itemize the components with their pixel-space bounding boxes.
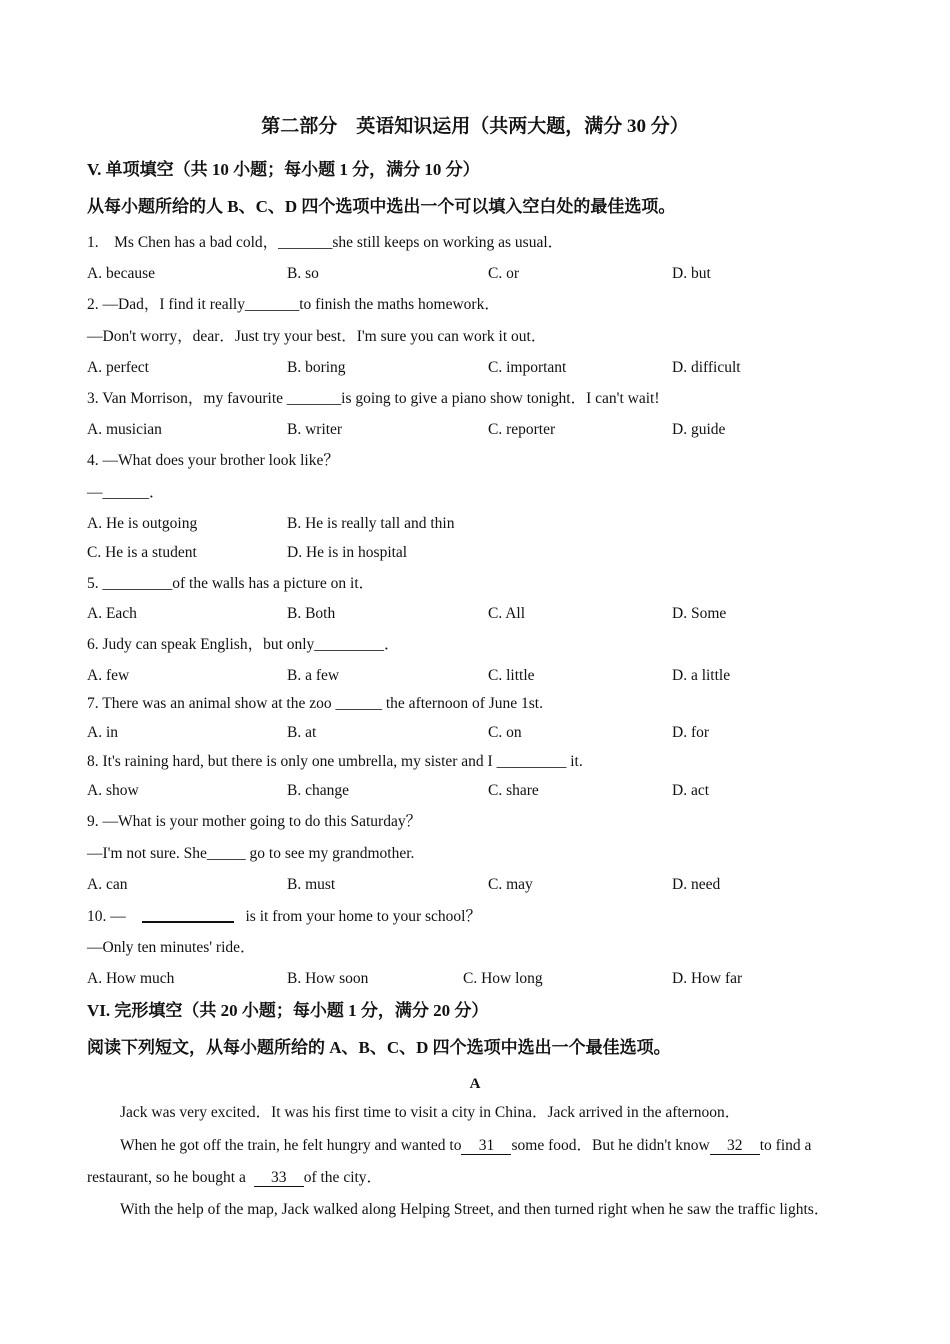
q4-option-a: A. He is outgoing: [87, 515, 198, 532]
section-v-heading: V. 单项填空（共 10 小题；每小题 1 分，满分 10 分）: [87, 160, 480, 179]
q7-option-d: D. for: [672, 724, 710, 741]
question-2-reply: —Don't worry，dear．Just try your best．I'm sure you can work it out．: [87, 328, 547, 345]
cloze-blank-33: 33: [254, 1170, 304, 1187]
q3-option-b: B. writer: [287, 421, 343, 438]
section-vi-instruction: 阅读下列短文，从每小题所给的 A、B、C、D 四个选项中选出一个最佳选项。: [87, 1038, 671, 1057]
q2-option-d: D. difficult: [672, 359, 741, 376]
question-10-reply: —Only ten minutes' ride．: [87, 939, 256, 956]
passage-label: A: [469, 1076, 481, 1092]
q9-option-a: A. can: [87, 876, 128, 893]
passage-paragraph-2-cont: [87, 1168, 382, 1188]
question-9-stem: 9. —What is your mother going to do this Saturday？: [87, 813, 422, 830]
q1-option-d: D. but: [672, 265, 711, 282]
q6-option-c: C. little: [488, 667, 535, 684]
q7-option-c: C. on: [488, 724, 522, 741]
passage-paragraph-1: Jack was very excited．It was his first time to visit a city in China．Jack arrived in the afternoon．: [120, 1104, 741, 1121]
q10-option-d: D. How far: [672, 970, 743, 987]
question-6-stem: 6. Judy can speak English，but only_________．: [87, 636, 400, 653]
q4-option-c: C. He is a student: [87, 544, 197, 561]
q10-option-c: C. How long: [463, 970, 543, 987]
question-4-stem: 4. —What does your brother look like？: [87, 452, 339, 469]
question-9-reply: —I'm not sure. She_____ go to see my grandmother.: [87, 845, 415, 862]
question-4-reply: —______．: [87, 484, 165, 501]
q9-option-c: C. may: [488, 876, 533, 893]
question-3-stem: 3. Van Morrison，my favourite _______is going to give a piano show tonight．I can't wait!: [87, 390, 660, 407]
question-10-suffix: is it from your home to your school？: [245, 908, 481, 925]
q7-option-b: B. at: [287, 724, 317, 741]
q6-option-a: A. few: [87, 667, 130, 684]
q3-option-a: A. musician: [87, 421, 162, 438]
q5-option-b: B. Both: [287, 605, 336, 622]
question-10-stem: [87, 906, 481, 927]
cloze-blank-31: 31: [461, 1138, 511, 1155]
paragraph-text: restaurant, so he bought a: [87, 1169, 250, 1186]
passage-paragraph-2: [120, 1136, 811, 1156]
question-2-stem: 2. —Dad，I find it really_______to finish the maths homework．: [87, 296, 500, 313]
q2-option-c: C. important: [488, 359, 567, 376]
q1-option-c: C. or: [488, 265, 519, 282]
q8-option-d: D. act: [672, 782, 710, 799]
q7-option-a: A. in: [87, 724, 118, 741]
section-vi-heading: VI. 完形填空（共 20 小题；每小题 1 分，满分 20 分）: [87, 1001, 489, 1020]
q5-option-a: A. Each: [87, 605, 137, 622]
q8-option-b: B. change: [287, 782, 349, 799]
q2-option-a: A. perfect: [87, 359, 149, 376]
paragraph-text: of the city．: [303, 1169, 383, 1186]
q4-option-b: B. He is really tall and thin: [287, 515, 455, 532]
q4-option-d: D. He is in hospital: [287, 544, 408, 561]
q6-option-b: B. a few: [287, 667, 340, 684]
q8-option-c: C. share: [488, 782, 539, 799]
answer-blank: [142, 906, 234, 923]
q2-option-b: B. boring: [287, 359, 346, 376]
question-10-prefix: 10. —: [87, 908, 126, 925]
q3-option-c: C. reporter: [488, 421, 556, 438]
q5-option-d: D. Some: [672, 605, 727, 622]
passage-paragraph-3: With the help of the map, Jack walked along Helping Street, and then turned right when he saw the traffic lights．: [120, 1201, 830, 1218]
paragraph-text: to find a: [759, 1137, 812, 1154]
q9-option-d: D. need: [672, 876, 721, 893]
q9-option-b: B. must: [287, 876, 336, 893]
q10-option-b: B. How soon: [287, 970, 369, 987]
q6-option-d: D. a little: [672, 667, 731, 684]
question-5-stem: 5. _________of the walls has a picture on it．: [87, 575, 375, 592]
question-7-stem: 7. There was an animal show at the zoo ______ the afternoon of June 1st.: [87, 695, 543, 712]
question-8-stem: 8. It's raining hard, but there is only one umbrella, my sister and I _________ it.: [87, 753, 583, 770]
q3-option-d: D. guide: [672, 421, 726, 438]
q1-option-a: A. because: [87, 265, 155, 282]
section-v-instruction: 从每小题所给的人 B、C、D 四个选项中选出一个可以填入空白处的最佳选项。: [87, 197, 676, 216]
page-title: 第二部分 英语知识运用（共两大题，满分 30 分）: [261, 116, 689, 137]
q8-option-a: A. show: [87, 782, 139, 799]
q1-option-b: B. so: [287, 265, 319, 282]
q10-option-a: A. How much: [87, 970, 175, 987]
paragraph-text: some food．But he didn't know: [511, 1137, 710, 1154]
cloze-blank-32: 32: [710, 1138, 760, 1155]
q5-option-c: C. All: [488, 605, 526, 622]
paragraph-text: When he got off the train, he felt hungry and wanted to: [120, 1137, 462, 1154]
question-1-stem: 1. Ms Chen has a bad cold，_______she still keeps on working as usual．: [87, 234, 564, 251]
